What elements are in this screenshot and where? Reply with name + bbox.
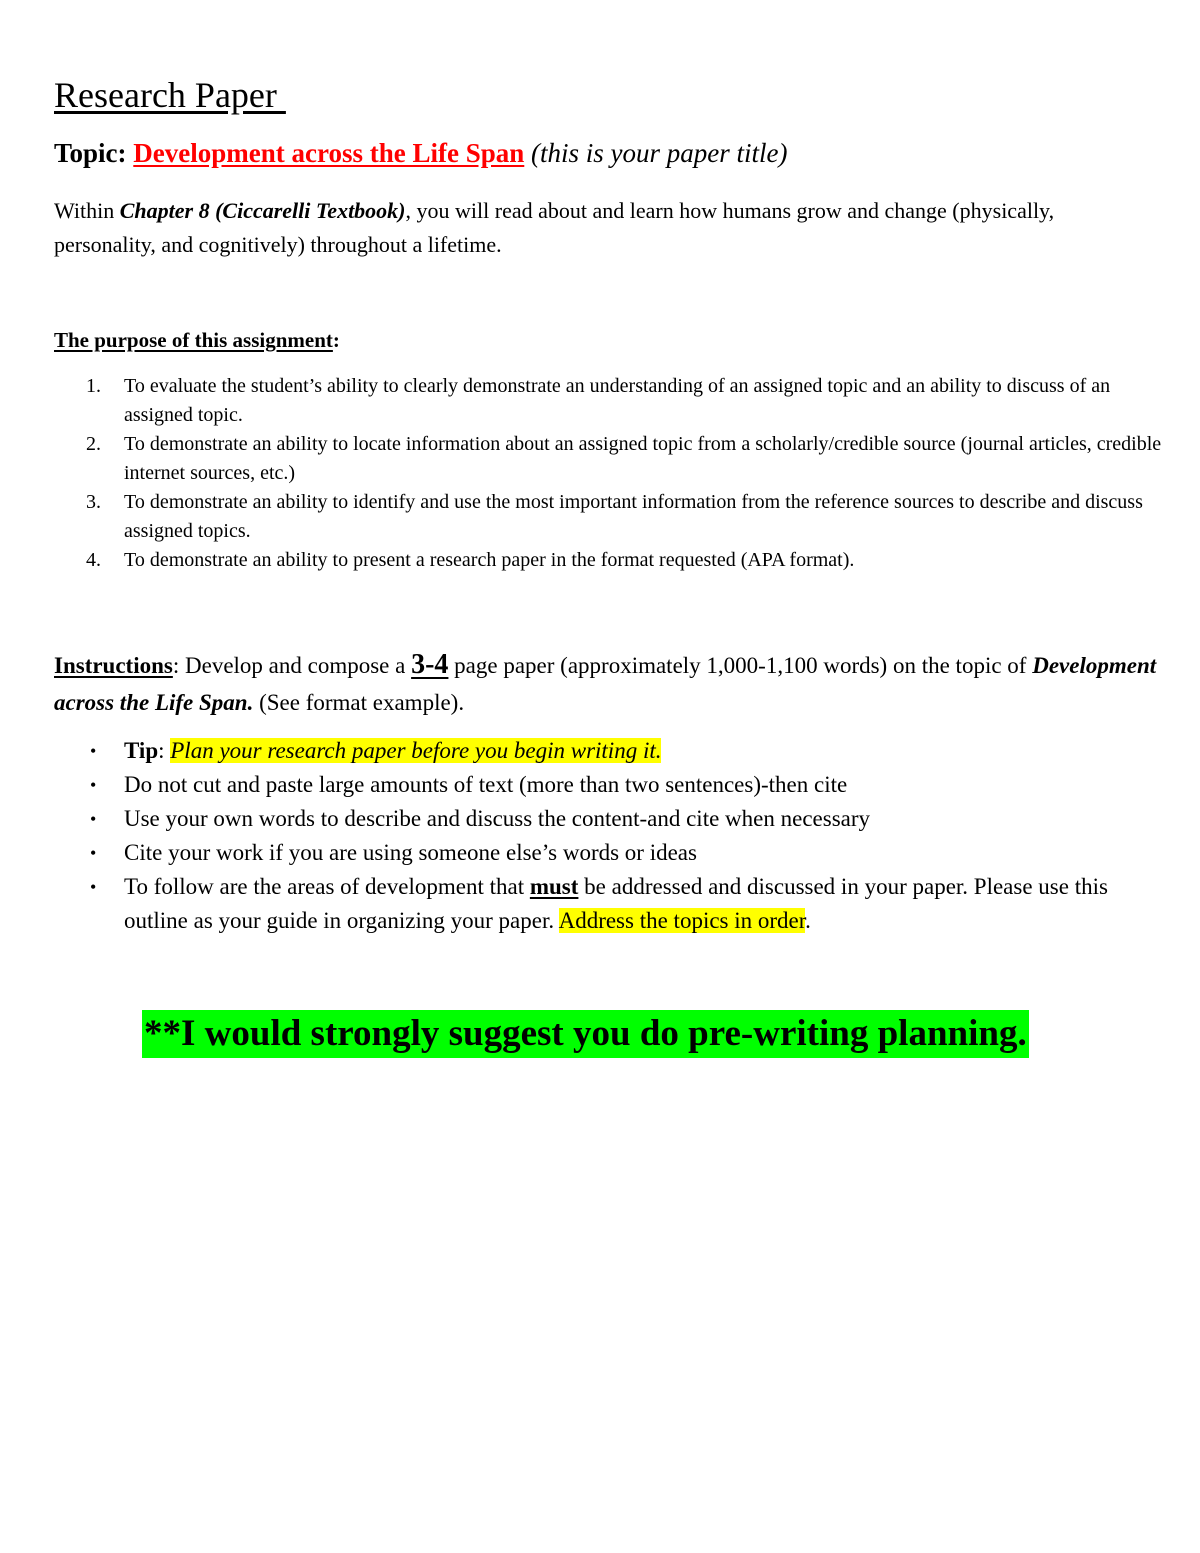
intro-chapter: Chapter 8 (Ciccarelli Textbook) bbox=[119, 198, 406, 223]
instructions-part2: page paper (approximately 1,000-1,100 words) on the topic of bbox=[448, 653, 1033, 678]
instructions-topic: Development across the Life Span. bbox=[54, 653, 1157, 715]
list-text: Cite your work if you are using someone else’s words or ideas bbox=[124, 840, 697, 865]
instructions-pages: 3-4 bbox=[411, 649, 449, 680]
list-text: Do not cut and paste large amounts of text (more than two sentences)-then cite bbox=[124, 772, 848, 797]
bullet-icon: • bbox=[90, 741, 97, 761]
list-number: 3. bbox=[86, 491, 101, 513]
tip-colon: : bbox=[158, 738, 171, 763]
list-item bbox=[54, 802, 1164, 836]
list-text: Use your own words to describe and discuss the content-and cite when necessary bbox=[124, 806, 871, 831]
list-item bbox=[54, 546, 1164, 575]
topic-name: Development across the Life Span bbox=[133, 138, 525, 168]
list-item bbox=[54, 430, 1164, 488]
list-item bbox=[54, 768, 1164, 802]
order-highlight: Address the topics in order bbox=[558, 908, 806, 933]
intro-paragraph bbox=[54, 194, 1154, 262]
purpose-list bbox=[54, 372, 1164, 575]
purpose-heading-colon: : bbox=[332, 328, 340, 352]
tip-text: Plan your research paper before you begin writing it. bbox=[170, 738, 662, 763]
instructions-part3: (See format example). bbox=[253, 690, 465, 715]
list-number: 4. bbox=[86, 549, 101, 571]
list-number: 1. bbox=[86, 375, 101, 397]
list-item bbox=[54, 488, 1164, 546]
list-number: 2. bbox=[86, 433, 101, 455]
purpose-heading bbox=[54, 326, 340, 354]
topic-label: Topic: bbox=[54, 138, 134, 168]
intro-pre: Within bbox=[54, 198, 120, 223]
must-emphasis: must bbox=[529, 874, 579, 899]
list-text: To demonstrate an ability to identify and use the most important information from the reference sources to describe and discuss assigned topics. bbox=[124, 491, 1143, 542]
tip-label: Tip bbox=[124, 738, 159, 763]
tips-list bbox=[54, 734, 1164, 938]
instructions-heading: Instructions bbox=[54, 653, 173, 678]
list-text-post: be addressed and discussed in your paper. Please use this outline as your guide in organizing your paper. bbox=[124, 874, 1108, 933]
list-text: To demonstrate an ability to locate information about an assigned topic from a scholarly/credible source (journal articles, credible internet sources, etc.) bbox=[124, 433, 1162, 484]
bullet-icon: • bbox=[90, 877, 97, 897]
list-item bbox=[54, 734, 1164, 768]
list-text-pre: To follow are the areas of development that bbox=[124, 874, 530, 899]
bullet-icon: • bbox=[90, 843, 97, 863]
list-item bbox=[54, 870, 1164, 938]
list-item bbox=[54, 836, 1164, 870]
list-text: To evaluate the student’s ability to clearly demonstrate an understanding of an assigned topic and an ability to discuss of an assigned topic. bbox=[124, 375, 1111, 426]
purpose-heading-text: The purpose of this assignment bbox=[54, 328, 333, 352]
bullet-icon: • bbox=[90, 775, 97, 795]
intro-post: , you will read about and learn how humans grow and change (physically, personality, and cognitively) throughout a lifetime. bbox=[54, 198, 1055, 257]
bullet-icon: • bbox=[90, 809, 97, 829]
list-text: To demonstrate an ability to present a research paper in the format requested (APA format). bbox=[124, 549, 855, 571]
instructions-part1: : Develop and compose a bbox=[172, 653, 412, 678]
topic-line bbox=[54, 136, 788, 170]
list-item bbox=[54, 372, 1164, 430]
list-text-end: . bbox=[805, 908, 811, 933]
page-title: Research Paper bbox=[54, 75, 286, 115]
suggestion-banner: **I would strongly suggest you do pre-writing planning. bbox=[142, 1010, 1029, 1058]
topic-note: (this is your paper title) bbox=[524, 138, 788, 168]
instructions-paragraph bbox=[54, 646, 1164, 721]
